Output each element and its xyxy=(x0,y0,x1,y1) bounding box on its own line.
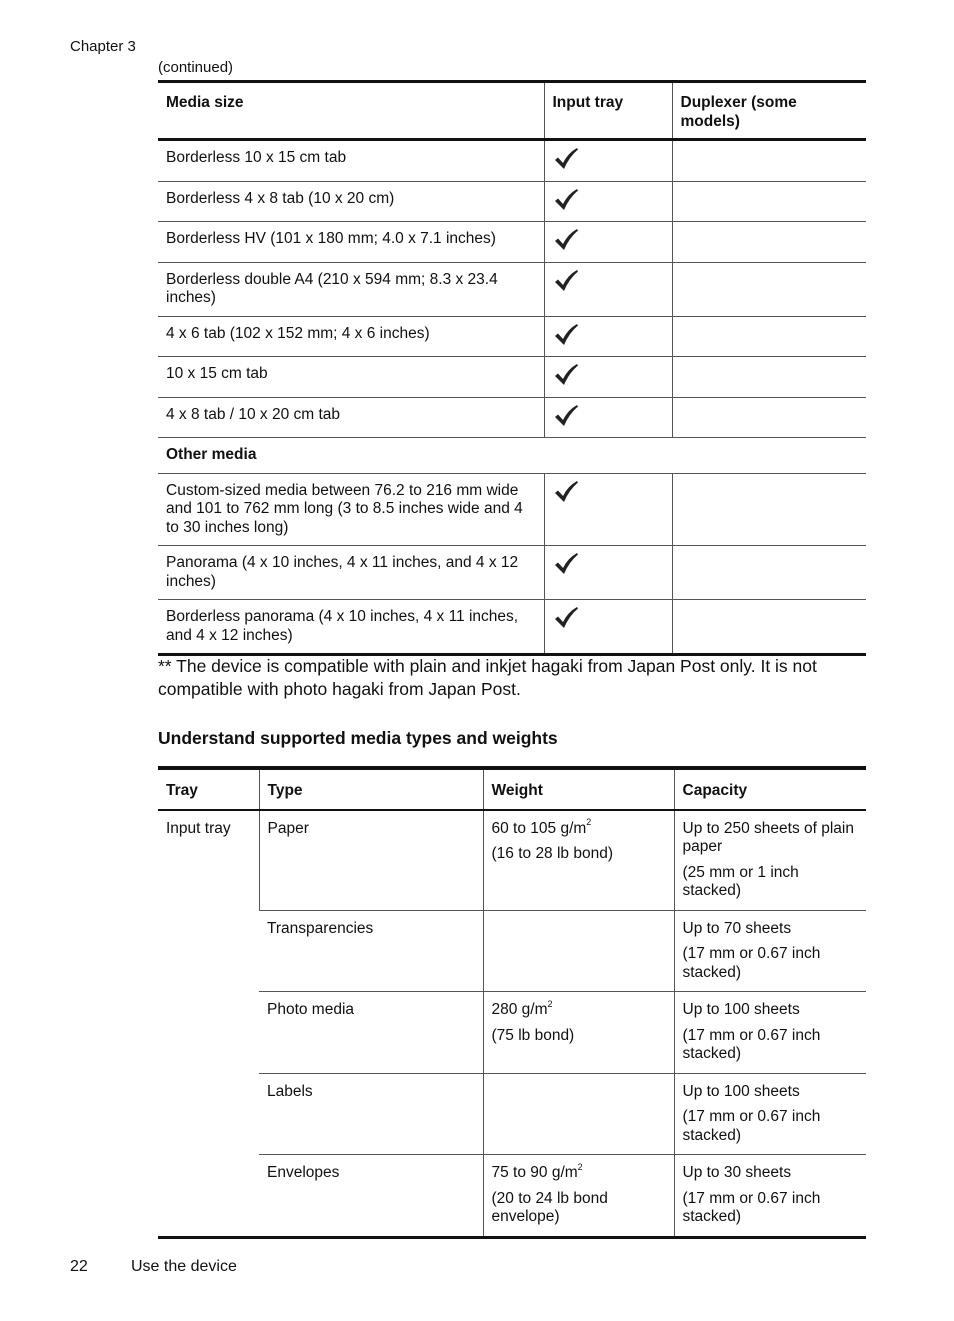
weight-cell xyxy=(483,1073,674,1155)
capacity-line: (25 mm or 1 inch stacked) xyxy=(682,863,799,899)
weight-text: (16 to 28 lb bond) xyxy=(491,845,614,862)
section-heading: Understand supported media types and weights xyxy=(158,728,558,748)
input-tray-cell xyxy=(544,357,672,398)
table-row xyxy=(158,262,866,316)
input-tray-cell xyxy=(544,262,672,316)
capacity-line: Up to 100 sheets xyxy=(682,1001,800,1018)
chapter-header: Chapter 3 xyxy=(70,38,136,55)
capacity-cell xyxy=(674,810,866,911)
weight-line xyxy=(491,817,666,839)
weight-unit-superscript: 2 xyxy=(547,998,553,1009)
media-size-table xyxy=(158,80,866,656)
media-size-cell: Panorama (4 x 10 inches, 4 x 11 inches, and 4 x 12 inches) xyxy=(158,546,544,600)
input-tray-cell xyxy=(544,397,672,438)
duplexer-cell xyxy=(672,222,866,263)
checkmark-icon xyxy=(553,480,579,504)
weight-cell xyxy=(483,910,674,992)
input-tray-cell xyxy=(544,546,672,600)
checkmark-icon xyxy=(553,147,579,171)
header-weight: Weight xyxy=(483,768,674,810)
checkmark-icon xyxy=(553,323,579,347)
type-cell: Transparencies xyxy=(259,910,483,992)
header-type: Type xyxy=(259,768,483,810)
capacity-line: Up to 70 sheets xyxy=(682,919,792,937)
duplexer-cell xyxy=(672,181,866,222)
media-size-cell: Borderless 10 x 15 cm tab xyxy=(158,140,544,182)
checkmark-icon xyxy=(553,404,579,428)
duplexer-cell xyxy=(672,600,866,655)
media-size-cell: Borderless panorama (4 x 10 inches, 4 x 11 inches, and 4 x 12 inches) xyxy=(158,600,544,655)
weight-text: 75 to 90 g/m xyxy=(491,1164,578,1181)
weight-text: 60 to 105 g/m xyxy=(491,819,587,837)
table-row xyxy=(158,600,866,655)
footnote: ** The device is compatible with plain and inkjet hagaki from Japan Post only. It is not compatible with photo hagaki from Japan Post. xyxy=(158,656,817,699)
table-row xyxy=(158,810,866,911)
type-cell: Labels xyxy=(259,1073,483,1155)
checkmark-icon xyxy=(553,606,579,630)
weight-line xyxy=(492,845,666,864)
table-row xyxy=(158,1155,866,1238)
header-input-tray: Input tray xyxy=(544,82,672,140)
header-tray: Tray xyxy=(158,768,259,810)
media-size-cell: Borderless HV (101 x 180 mm; 4.0 x 7.1 inches) xyxy=(158,222,544,263)
weight-text: (75 lb bond) xyxy=(491,1026,575,1044)
group-label-other-media: Other media xyxy=(158,438,866,474)
duplexer-cell xyxy=(672,262,866,316)
header-media-size: Media size xyxy=(158,82,544,140)
capacity-cell xyxy=(674,992,866,1074)
capacity-line: Up to 100 sheets xyxy=(682,1082,800,1100)
weight-line xyxy=(491,1161,666,1183)
header-duplexer: Duplexer (some models) xyxy=(672,82,866,140)
continued-label: (continued) xyxy=(158,59,234,76)
capacity-line: (17 mm or 0.67 inch stacked) xyxy=(682,945,821,981)
capacity-line: (17 mm or 0.67 inch stacked) xyxy=(682,1189,821,1225)
input-tray-cell xyxy=(544,473,672,546)
type-cell: Photo media xyxy=(259,992,483,1074)
weight-cell xyxy=(483,810,674,911)
table-row xyxy=(158,397,866,438)
weight-line xyxy=(491,998,666,1020)
checkmark-icon xyxy=(553,363,579,387)
table-row xyxy=(158,1073,866,1155)
capacity-cell xyxy=(674,910,866,992)
input-tray-cell xyxy=(544,140,672,182)
table-row xyxy=(158,546,866,600)
header-capacity: Capacity xyxy=(674,768,866,810)
checkmark-icon xyxy=(553,552,579,576)
input-tray-cell xyxy=(544,181,672,222)
weight-text: (20 to 24 lb bond envelope) xyxy=(491,1189,608,1225)
type-cell: Paper xyxy=(259,810,483,911)
footer-title: Use the device xyxy=(131,1258,237,1275)
page-number: 22 xyxy=(70,1258,88,1275)
weight-text: 280 g/m xyxy=(491,1001,548,1018)
checkmark-icon xyxy=(553,228,579,252)
table-row xyxy=(158,357,866,398)
type-cell: Envelopes xyxy=(259,1155,483,1238)
media-size-cell: 10 x 15 cm tab xyxy=(158,357,544,398)
weight-line xyxy=(492,1027,666,1046)
duplexer-cell xyxy=(672,473,866,546)
table-row xyxy=(158,910,866,992)
capacity-line: (17 mm or 0.67 inch stacked) xyxy=(682,1108,821,1144)
weight-cell xyxy=(483,1155,674,1238)
input-tray-cell xyxy=(544,600,672,655)
media-size-cell: Custom-sized media between 76.2 to 216 mm wide and 101 to 762 mm long (3 to 8.5 inches wide and 4 to 30 inches long) xyxy=(158,473,544,546)
table-row xyxy=(158,316,866,357)
capacity-cell xyxy=(674,1155,866,1238)
media-size-cell: 4 x 8 tab / 10 x 20 cm tab xyxy=(158,397,544,438)
duplexer-cell xyxy=(672,316,866,357)
capacity-line: Up to 30 sheets xyxy=(682,1164,792,1181)
weight-cell xyxy=(483,992,674,1074)
table-row xyxy=(158,140,866,182)
media-size-cell: 4 x 6 tab (102 x 152 mm; 4 x 6 inches) xyxy=(158,316,544,357)
table-row xyxy=(158,473,866,546)
duplexer-cell xyxy=(672,546,866,600)
weight-unit-superscript: 2 xyxy=(586,817,592,828)
input-tray-cell xyxy=(544,316,672,357)
capacity-line: Up to 250 sheets of plain paper xyxy=(682,819,854,855)
duplexer-cell xyxy=(672,397,866,438)
capacity-cell xyxy=(674,1073,866,1155)
input-tray-cell xyxy=(544,222,672,263)
duplexer-cell xyxy=(672,357,866,398)
table-row xyxy=(158,181,866,222)
duplexer-cell xyxy=(672,140,866,182)
weight-unit-superscript: 2 xyxy=(577,1161,583,1172)
table-row xyxy=(158,992,866,1074)
tray-cell: Input tray xyxy=(158,810,259,1238)
checkmark-icon xyxy=(553,269,579,293)
capacity-line: (17 mm or 0.67 inch stacked) xyxy=(682,1026,821,1062)
checkmark-icon xyxy=(553,188,579,212)
media-size-cell: Borderless double A4 (210 x 594 mm; 8.3 x 23.4 inches) xyxy=(158,262,544,316)
weight-line xyxy=(492,1190,666,1227)
media-size-cell: Borderless 4 x 8 tab (10 x 20 cm) xyxy=(158,181,544,222)
table-row xyxy=(158,222,866,263)
media-type-table xyxy=(158,766,866,1239)
